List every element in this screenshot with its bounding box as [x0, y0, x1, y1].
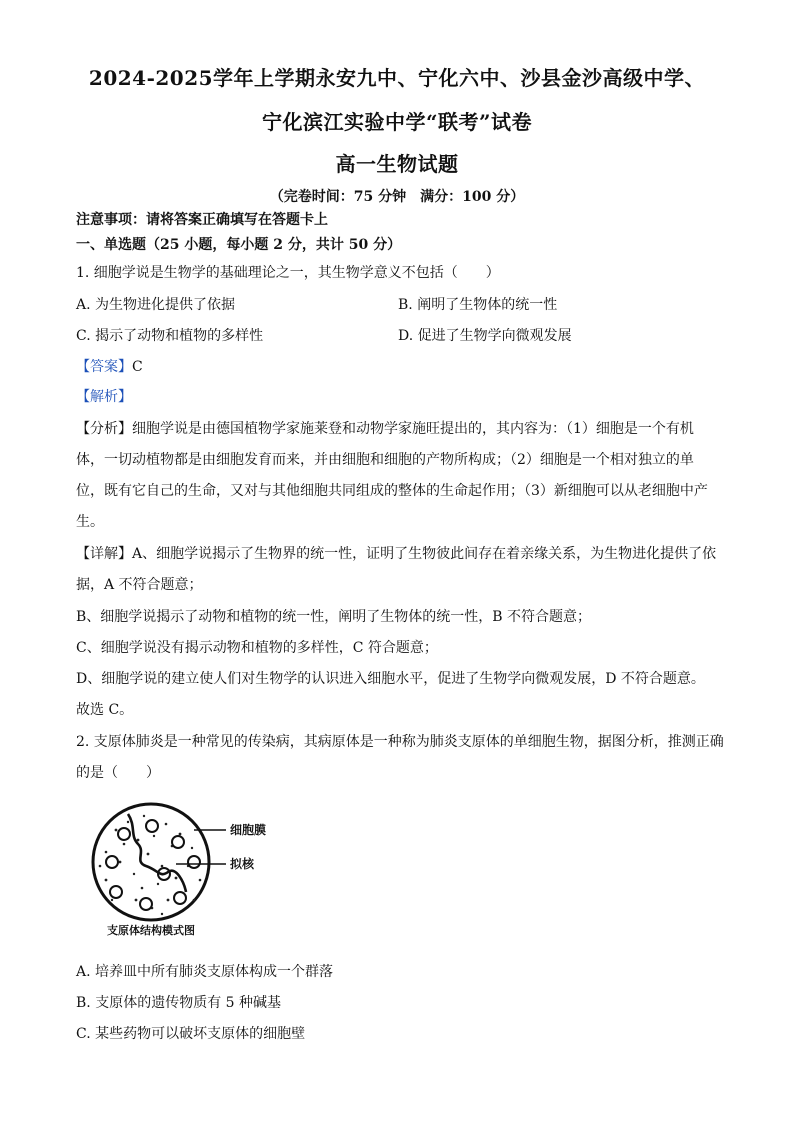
q2-option-a: A. 培养皿中所有肺炎支原体构成一个群落: [76, 964, 334, 980]
exam-title-line1: 2024-2025学年上学期永安九中、宁化六中、沙县金沙高级中学、: [88, 66, 706, 90]
analysis-line-2: 体，一切动植物都是由细胞发育而来，并由细胞和细胞的产物所构成；（2）细胞是一个相对独立的单: [76, 452, 694, 468]
detail-line-5: D、细胞学说的建立使人们对生物学的认识进入细胞水平，促进了生物学向微观发展，D 不符合题意。: [76, 671, 705, 687]
q1-option-c: C. 揭示了动物和植物的多样性: [76, 328, 264, 344]
q2-stem-line-2: 的是（ ）: [76, 765, 160, 781]
answer-value: C: [132, 359, 143, 375]
section-heading: 一、单选题（25 小题，每小题 2 分，共计 50 分）: [76, 237, 402, 253]
detail-line-1: 【详解】A、细胞学说揭示了生物界的统一性，证明了生物彼此间存在着亲缘关系，为生物进化提供了依: [76, 546, 717, 562]
q1-option-a: A. 为生物进化提供了依据: [76, 297, 236, 313]
q1-option-b: B. 阐明了生物体的统一性: [398, 297, 558, 313]
answer-tag: 【答案】: [76, 359, 132, 375]
time-info: （完卷时间：75 分钟 满分：100 分）: [269, 189, 525, 205]
analysis-tag: 【分析】: [76, 421, 132, 437]
figure-caption: 支原体结构模式图: [107, 924, 195, 937]
detail-line-6: 故选 C。: [76, 702, 134, 718]
detail-tag: 【详解】: [76, 546, 132, 562]
analysis-line-4: 生。: [76, 514, 104, 530]
analysis-line-1: 【分析】细胞学说是由德国植物学家施莱登和动物学家施旺提出的，其内容为：（1）细胞是一个有机: [76, 421, 694, 437]
q2-stem-line-1: 2. 支原体肺炎是一种常见的传染病，其病原体是一种称为肺炎支原体的单细胞生物，据图分析，推测正确: [76, 734, 724, 750]
label-cell-membrane: 细胞膜: [230, 823, 267, 837]
detail-line-4: C、细胞学说没有揭示动物和植物的多样性，C 符合题意；: [76, 640, 438, 656]
exam-title-line2: 宁化滨江实验中学“联考”试卷: [261, 110, 532, 134]
q2-option-b: B. 支原体的遗传物质有 5 种碱基: [76, 995, 281, 1011]
q1-answer: [76, 356, 726, 376]
q1-option-d: D. 促进了生物学向微观发展: [398, 328, 572, 344]
q2-option-c: C. 某些药物可以破坏支原体的细胞壁: [76, 1026, 306, 1042]
detail-line-2: 据，A 不符合题意；: [76, 577, 203, 593]
subject-title: 高一生物试题: [335, 152, 459, 176]
explain-tag: 【解析】: [76, 389, 132, 405]
q1-stem: 1. 细胞学说是生物学的基础理论之一，其生物学意义不包括（ ）: [76, 265, 500, 281]
analysis-line-3: 位，既有它自己的生命，又对与其他细胞共同组成的整体的生命起作用；（3）新细胞可以从老细胞中产: [76, 483, 708, 499]
notice: 注意事项：请将答案正确填写在答题卡上: [76, 212, 328, 228]
label-nucleoid: 拟核: [230, 857, 255, 871]
detail-line-3: B、细胞学说揭示了动物和植物的统一性，阐明了生物体的统一性，B 不符合题意；: [76, 609, 592, 625]
